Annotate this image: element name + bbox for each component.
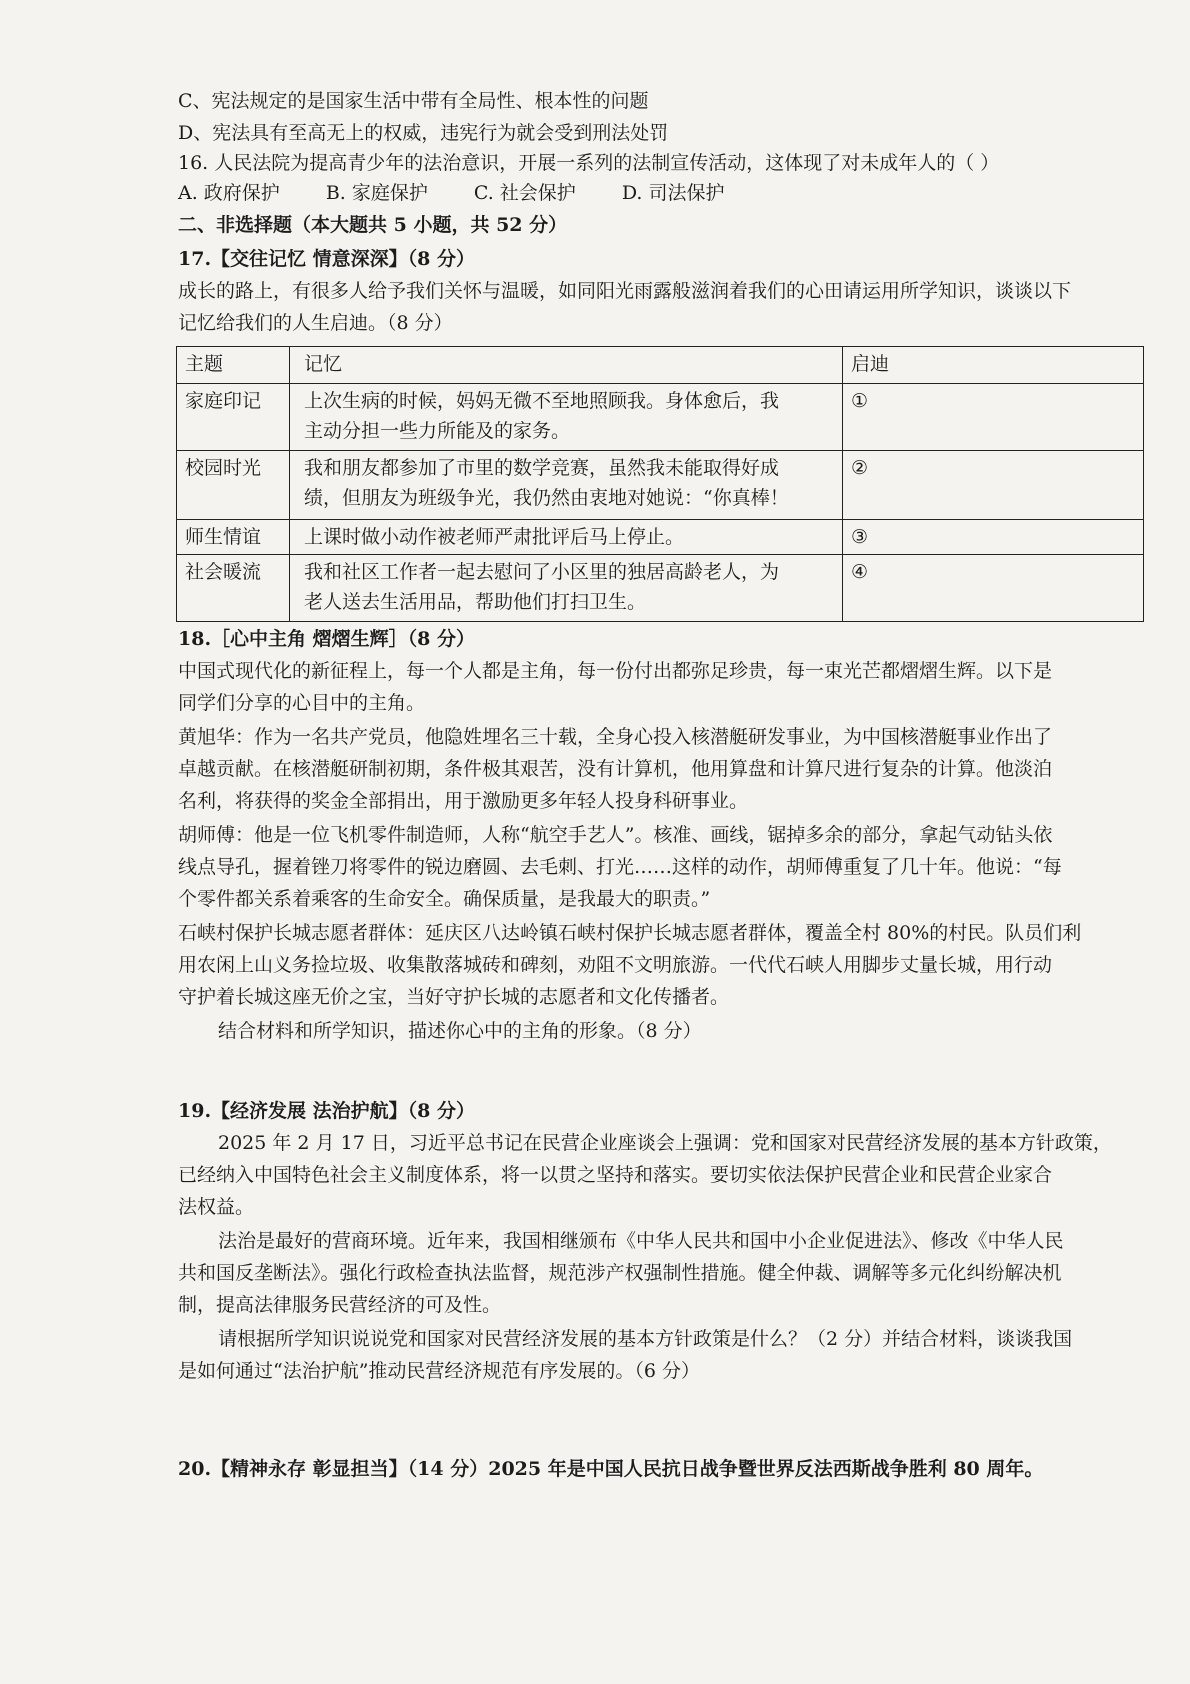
q18-title: 18.［心中主角 熠熠生辉］（8 分） [178,628,476,650]
row-memory [290,384,843,451]
row-memory [290,555,843,622]
q20-title: 20.【精神永存 彰显担当】（14 分）2025 年是中国人民抗日战争暨世界反法西斯战争胜利 80 周年。 [178,1458,1044,1480]
q19-material: 制，提高法律服务民营经济的可及性。 [178,1294,502,1316]
q18-intro: 中国式现代化的新征程上，每一个人都是主角，每一份付出都弥足珍贵，每一束光芒都熠熠生辉。以下是 [178,660,1053,682]
q15-option-d: D、宪法具有至高无上的权威，违宪行为就会受到刑法处罚 [178,122,669,144]
q16-option-c: C. 社会保护 [473,182,576,204]
q16-options [178,180,1150,206]
table-header-row [177,347,1144,384]
q16-option-b: B. 家庭保护 [325,182,428,204]
table-row [177,555,1144,622]
q17-title: 17.【交往记忆 情意深深】（8 分） [178,248,476,270]
q16-stem: 16. 人民法院为提高青少年的法治意识，开展一系列的法制宣传活动，这体现了对未成年人的（ ） [178,152,1000,174]
row-theme: 师生情谊 [177,520,290,555]
q16-option-a: A. 政府保护 [178,182,280,204]
q18-material: 胡师傅：他是一位飞机零件制造师，人称“航空手艺人”。核准、画线，锯掉多余的部分，拿起气动钻头依 [178,824,1053,846]
q18-material: 黄旭华：作为一名共产党员，他隐姓埋名三十载，全身心投入核潜艇研发事业，为中国核潜艇事业作出了 [178,726,1053,748]
q15-option-c: C、宪法规定的是国家生活中带有全局性、根本性的问题 [178,90,649,112]
q19-material: 已经纳入中国特色社会主义制度体系，将一以贯之坚持和落实。要切实依法保护民营企业和民营企业家合 [178,1164,1053,1186]
table-row [177,520,1144,555]
q18-material: 名利，将获得的奖金全部捐出，用于激励更多年轻人投身科研事业。 [178,790,749,812]
q19-material: 共和国反垄断法》。强化行政检查执法监督，规范涉产权强制性措施。健全仲裁、调解等多元化纠纷解决机 [178,1262,1062,1284]
header-theme: 主题 [177,347,290,384]
q18-task: 结合材料和所学知识，描述你心中的主角的形象。（8 分） [218,1020,702,1042]
row-memory [290,451,843,520]
q18-material: 个零件都关系着乘客的生命安全。确保质量，是我最大的职责。” [178,888,711,910]
memory-line: 老人送去生活用品，帮助他们打扫卫生。 [304,591,647,613]
memory-line: 上次生病的时候，妈妈无微不至地照顾我。身体愈后，我 [304,390,780,412]
q19-material: 法治是最好的营商环境。近年来，我国相继颁布《中华人民共和国中小企业促进法》、修改《中华人民 [218,1230,1064,1252]
row-theme: 社会暖流 [177,555,290,622]
header-insight: 启迪 [843,347,1144,384]
row-memory [290,520,843,555]
answer-blank: ① [843,384,1144,451]
row-theme: 校园时光 [177,451,290,520]
q18-material: 用农闲上山义务捡垃圾、收集散落城砖和碑刻，劝阻不文明旅游。一代代石峡人用脚步丈量长城，用行动 [178,954,1053,976]
q18-material: 线点导孔，握着锉刀将零件的锐边磨圆、去毛刺、打光……这样的动作，胡师傅重复了几十年。他说：“每 [178,856,1062,878]
table-row [177,451,1144,520]
q19-material: 法权益。 [178,1196,255,1218]
answer-blank: ③ [843,520,1144,555]
memory-line: 主动分担一些力所能及的家务。 [304,420,571,442]
q19-task: 是如何通过“法治护航”推动民营经济规范有序发展的。（6 分） [178,1360,701,1382]
memory-line: 我和朋友都参加了市里的数学竞赛，虽然我未能取得好成 [304,457,780,479]
section-title: 二、非选择题（本大题共 5 小题，共 52 分） [178,214,568,236]
answer-blank: ④ [843,555,1144,622]
answer-blank: ② [843,451,1144,520]
q19-task: 请根据所学知识说说党和国家对民营经济发展的基本方针政策是什么？（2 分）并结合材料，谈谈我国 [218,1328,1073,1350]
q18-material: 石峡村保护长城志愿者群体：延庆区八达岭镇石峡村保护长城志愿者群体，覆盖全村 80%的村民。队员们利 [178,922,1082,944]
memory-line: 我和社区工作者一起去慰问了小区里的独居高龄老人，为 [304,561,780,583]
q16-option-d: D. 司法保护 [621,182,725,204]
memory-table [176,346,1144,622]
q19-title: 19.【经济发展 法治护航】（8 分） [178,1100,476,1122]
q17-intro: 记忆给我们的人生启迪。（8 分） [178,312,453,334]
q18-material: 守护着长城这座无价之宝，当好守护长城的志愿者和文化传播者。 [178,986,730,1008]
q19-material: 2025 年 2 月 17 日，习近平总书记在民营企业座谈会上强调：党和国家对民营经济发展的基本方针政策， [218,1132,1112,1154]
table-row [177,384,1144,451]
memory-line: 绩，但朋友为班级争光，我仍然由衷地对她说：“你真棒！ [304,487,789,509]
header-memory: 记忆 [290,347,843,384]
memory-line: 上课时做小动作被老师严肃批评后马上停止。 [304,526,685,548]
q18-material: 卓越贡献。在核潜艇研制初期，条件极其艰苦，没有计算机，他用算盘和计算尺进行复杂的计算。他淡泊 [178,758,1053,780]
q18-intro: 同学们分享的心目中的主角。 [178,692,426,714]
q17-intro: 成长的路上，有很多人给予我们关怀与温暖，如同阳光雨露般滋润着我们的心田请运用所学知识，谈谈以下 [178,280,1072,302]
row-theme: 家庭印记 [177,384,290,451]
